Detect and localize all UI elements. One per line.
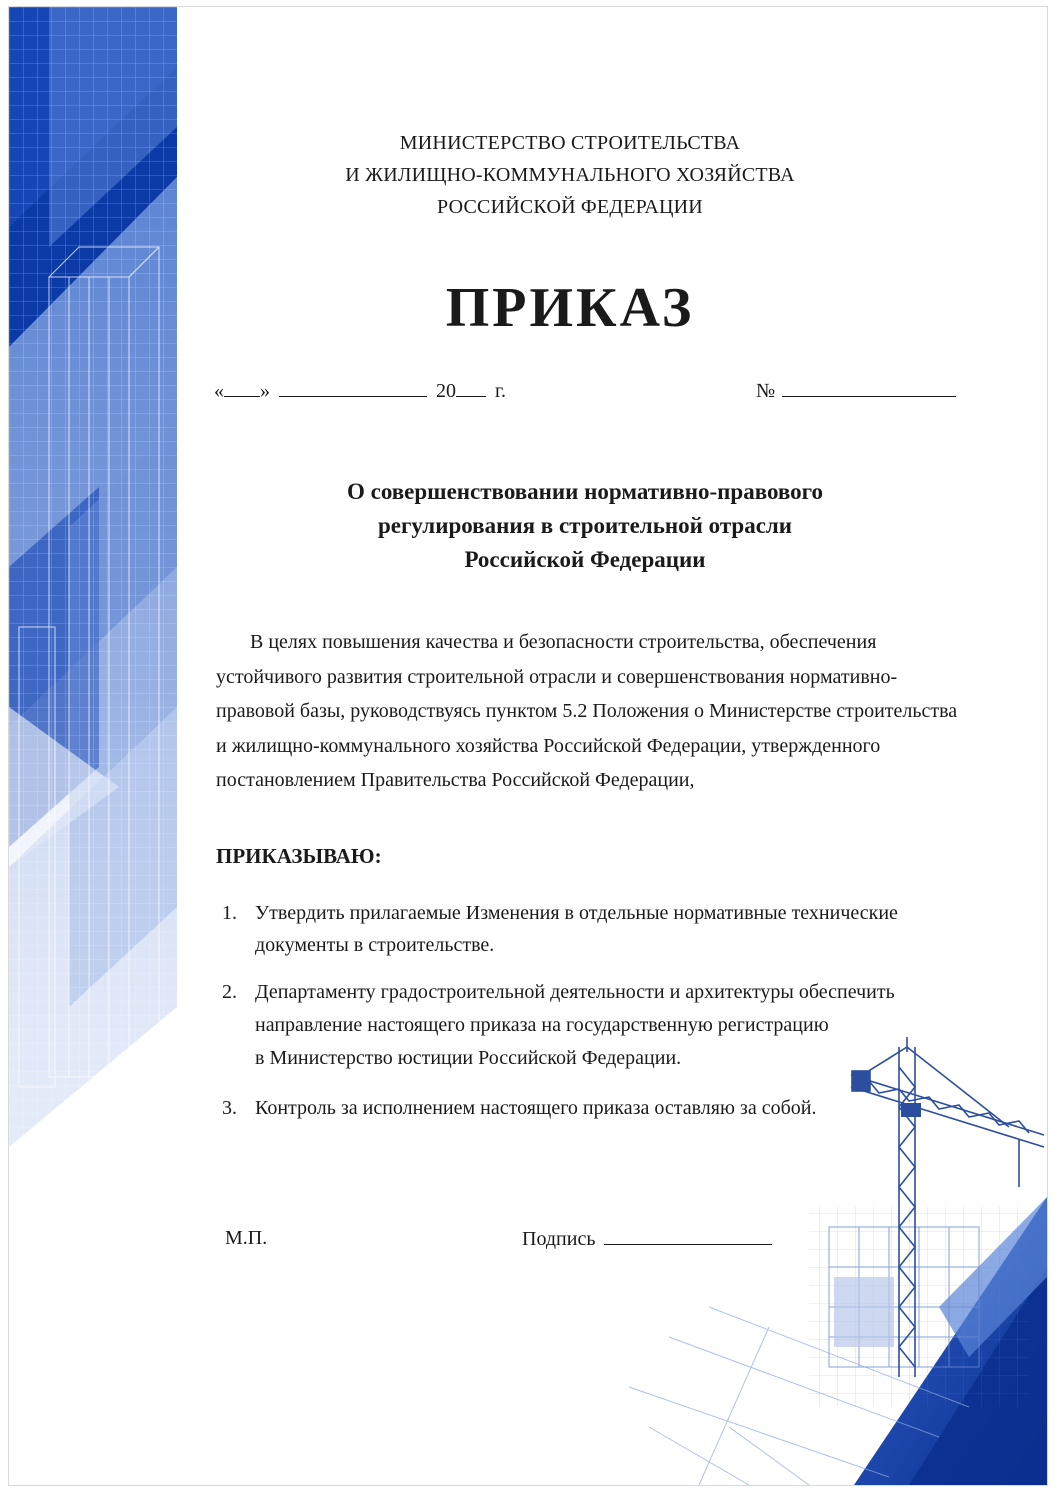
signature-blank[interactable] xyxy=(604,1226,772,1245)
ministry-name-line-3: РОССИЙСКОЙ ФЕДЕРАЦИИ xyxy=(437,196,703,218)
preamble-line-2: устойчивого развития строительной отрасли и совершенствования нормативно- xyxy=(216,666,898,688)
number-blank[interactable] xyxy=(782,378,956,397)
subject-line-3: Российской Федерации xyxy=(464,547,706,572)
order-heading: ПРИКАЗЫВАЮ: xyxy=(216,844,382,868)
number-field[interactable] xyxy=(756,378,956,403)
item-1-line-2: документы в строительстве. xyxy=(255,934,495,956)
preamble-line-3: правовой базы, руководствуясь пунктом 5.2 Положения о Министерстве строительства xyxy=(216,700,958,722)
signature-field[interactable] xyxy=(522,1226,772,1251)
preamble-line-4: и жилищно-коммунального хозяйства Российской Федерации, утвержденного xyxy=(216,735,881,757)
subject-line-2: регулирования в строительной отрасли xyxy=(377,513,793,538)
number-sign: № xyxy=(756,380,776,402)
seal-label: М.П. xyxy=(225,1227,268,1249)
item-number-3: 3. xyxy=(222,1097,237,1119)
year-blank[interactable] xyxy=(456,378,486,397)
item-3-line-1: Контроль за исполнением настоящего приказа оставляю за собой. xyxy=(255,1097,817,1119)
date-field[interactable] xyxy=(214,378,506,403)
year-suffix: г. xyxy=(495,380,506,402)
preamble-line-1: В целях повышения качества и безопасности строительства, обеспечения xyxy=(250,631,877,653)
month-blank[interactable] xyxy=(279,378,427,397)
item-2-line-2: направление настоящего приказа на государственную регистрацию xyxy=(255,1014,829,1036)
date-open-quote: « xyxy=(214,380,224,402)
day-blank[interactable] xyxy=(224,378,260,397)
item-2-line-3: в Министерство юстиции Российской Федерации. xyxy=(255,1047,682,1069)
ministry-name-line-2: И ЖИЛИЩНО-КОММУНАЛЬНОГО ХОЗЯЙСТВА xyxy=(345,164,795,186)
ministry-name-line-1: МИНИСТЕРСТВО СТРОИТЕЛЬСТВА xyxy=(399,132,741,154)
item-number-1: 1. xyxy=(222,902,237,924)
item-1-line-1: Утвердить прилагаемые Изменения в отдельные нормативные технические xyxy=(255,902,898,924)
signature-label: Подпись xyxy=(522,1228,596,1250)
item-number-2: 2. xyxy=(222,981,237,1003)
document-title: ПРИКАЗ xyxy=(445,277,695,339)
date-close-quote: » xyxy=(260,380,270,402)
item-2-line-1: Департаменту градостроительной деятельности и архитектуры обеспечить xyxy=(255,981,895,1003)
year-prefix: 20 xyxy=(436,380,456,402)
preamble-line-5: постановлением Правительства Российской Федерации, xyxy=(216,769,695,791)
subject-line-1: О совершенствовании нормативно-правового xyxy=(346,479,824,504)
